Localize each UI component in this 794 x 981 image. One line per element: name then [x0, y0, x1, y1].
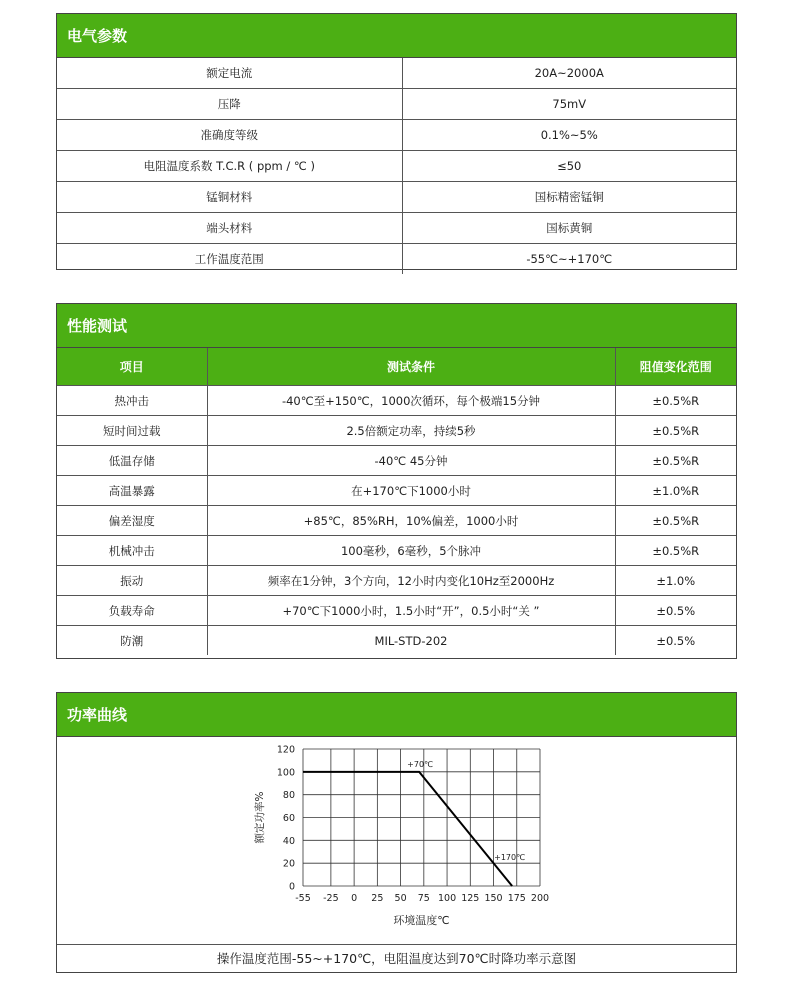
param-value: 75mV — [402, 89, 736, 120]
test-item: 防潮 — [57, 626, 207, 656]
x-tick-label: 150 — [484, 893, 503, 904]
test-item: 机械冲击 — [57, 536, 207, 566]
x-tick-label: 75 — [417, 893, 430, 904]
x-tick-label: 100 — [437, 893, 457, 904]
table-header-row — [57, 348, 736, 386]
y-tick-label: 60 — [282, 813, 295, 824]
table-row — [57, 213, 736, 244]
test-range: ±0.5%R — [615, 416, 736, 446]
param-label: 压降 — [57, 89, 402, 120]
param-label: 工作温度范围 — [57, 244, 402, 275]
table-row — [57, 446, 736, 476]
table-row — [57, 476, 736, 506]
table-row — [57, 506, 736, 536]
test-range: ±1.0%R — [615, 476, 736, 506]
x-tick-label: 125 — [461, 893, 480, 904]
param-label: 端头材料 — [57, 213, 402, 244]
electrical-params-panel — [56, 13, 737, 270]
power-curve-caption: 操作温度范围-55~+170℃，电阻温度达到70℃时降功率示意图 — [57, 944, 736, 972]
test-range: ±1.0% — [615, 566, 736, 596]
test-range: ±0.5%R — [615, 506, 736, 536]
table-row — [57, 386, 736, 416]
test-condition: +70℃下1000小时，1.5小时“开”，0.5小时“关 ” — [207, 596, 615, 626]
table-row — [57, 536, 736, 566]
column-header-item: 项目 — [57, 348, 207, 386]
power-curve-title: 功率曲线 — [57, 693, 736, 737]
performance-test-panel — [56, 303, 737, 659]
electrical-params-title: 电气参数 — [57, 14, 736, 58]
param-label: 锰铜材料 — [57, 182, 402, 213]
param-label: 额定电流 — [57, 58, 402, 89]
param-label: 准确度等级 — [57, 120, 402, 151]
test-item: 短时间过载 — [57, 416, 207, 446]
chart-annotation: +170℃ — [494, 853, 526, 863]
table-row — [57, 416, 736, 446]
electrical-params-table — [57, 58, 736, 274]
param-value: 20A~2000A — [402, 58, 736, 89]
column-header-range: 阻值变化范围 — [615, 348, 736, 386]
table-row — [57, 566, 736, 596]
test-range: ±0.5%R — [615, 536, 736, 566]
test-condition: 100毫秒，6毫秒，5个脉冲 — [207, 536, 615, 566]
test-item: 高温暴露 — [57, 476, 207, 506]
test-item: 负载寿命 — [57, 596, 207, 626]
test-condition: MIL-STD-202 — [207, 626, 615, 656]
test-condition: 在+170℃下1000小时 — [207, 476, 615, 506]
y-tick-label: 20 — [282, 858, 295, 870]
x-tick-label: 175 — [507, 893, 526, 904]
test-item: 振动 — [57, 566, 207, 596]
x-tick-label: 200 — [530, 893, 550, 904]
test-condition: 频率在1分钟，3个方向，12小时内变化10Hz至2000Hz — [207, 566, 615, 596]
test-item: 偏差湿度 — [57, 506, 207, 536]
x-tick-label: -55 — [295, 893, 311, 904]
performance-test-title: 性能测试 — [57, 304, 736, 348]
y-tick-label: 40 — [282, 835, 295, 847]
param-value: ≤50 — [402, 151, 736, 182]
param-value: 国标精密锰铜 — [402, 182, 736, 213]
x-tick-label: 25 — [371, 893, 384, 904]
performance-test-table — [57, 348, 736, 655]
power-curve-panel — [56, 692, 737, 973]
test-item: 热冲击 — [57, 386, 207, 416]
param-value: 国标黄铜 — [402, 213, 736, 244]
table-row — [57, 58, 736, 89]
test-range: ±0.5%R — [615, 386, 736, 416]
table-row — [57, 244, 736, 275]
param-label: 电阻温度系数 T.C.R ( ppm / ℃ ) — [57, 151, 402, 182]
x-tick-label: 0 — [351, 893, 358, 904]
test-range: ±0.5%R — [615, 446, 736, 476]
test-range: ±0.5% — [615, 596, 736, 626]
table-row — [57, 151, 736, 182]
x-axis-label: 环境温度℃ — [393, 914, 450, 927]
power-derating-line — [303, 772, 512, 886]
chart-annotation: +70℃ — [407, 759, 434, 769]
test-range: ±0.5% — [615, 626, 736, 656]
y-tick-label: 80 — [282, 790, 295, 802]
table-row — [57, 596, 736, 626]
test-condition: -40℃至+150℃，1000次循环，每个极端15分钟 — [207, 386, 615, 416]
y-tick-label: 100 — [276, 767, 295, 779]
y-tick-label: 0 — [288, 881, 295, 893]
table-row — [57, 626, 736, 656]
table-row — [57, 89, 736, 120]
test-condition: -40℃ 45分钟 — [207, 446, 615, 476]
param-value: -55℃~+170℃ — [402, 244, 736, 275]
x-tick-label: -25 — [323, 893, 339, 904]
x-tick-label: 50 — [394, 893, 407, 904]
table-row — [57, 120, 736, 151]
test-condition: 2.5倍额定功率，持续5秒 — [207, 416, 615, 446]
test-item: 低温存储 — [57, 446, 207, 476]
power-curve-chart — [57, 736, 736, 946]
power-curve-svg — [57, 736, 736, 946]
table-row — [57, 182, 736, 213]
y-axis-label: 额定功率% — [254, 791, 266, 844]
test-condition: +85℃，85%RH，10%偏差，1000小时 — [207, 506, 615, 536]
param-value: 0.1%~5% — [402, 120, 736, 151]
column-header-condition: 测试条件 — [207, 348, 615, 386]
y-tick-label: 120 — [276, 744, 295, 756]
